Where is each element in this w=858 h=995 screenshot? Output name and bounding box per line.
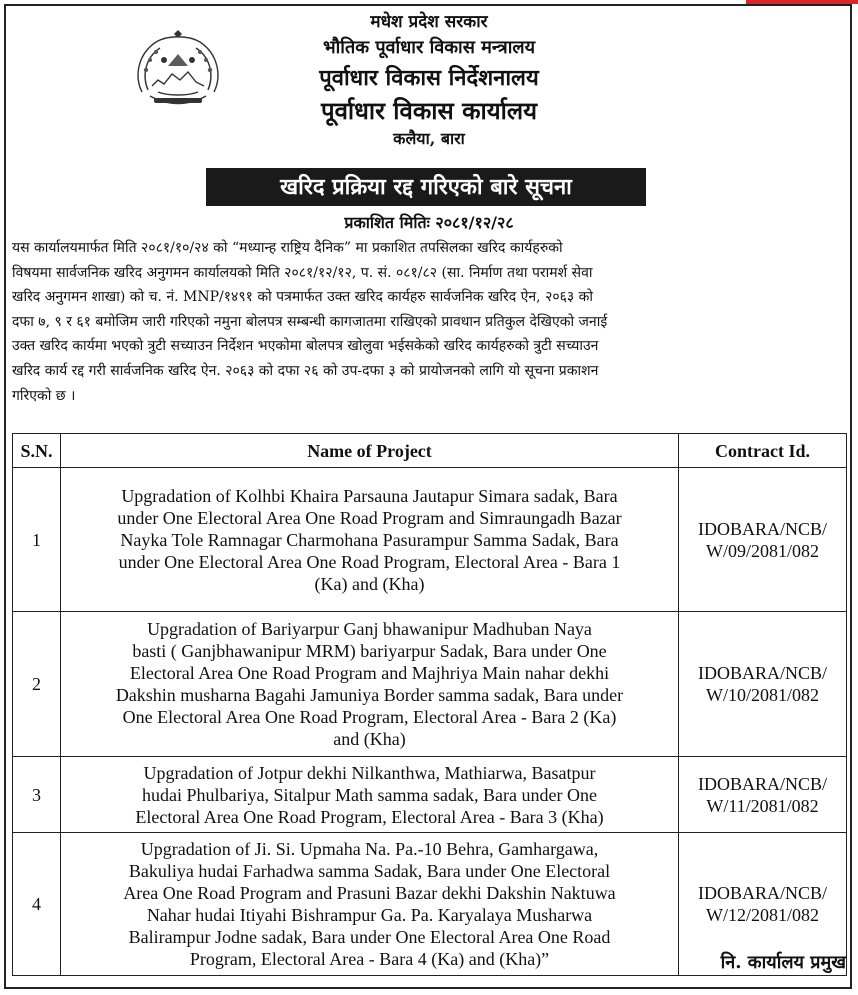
notice-title: खरिद प्रक्रिया रद्द गरिएको बारे सूचना (206, 168, 646, 206)
row-contract-id (679, 468, 847, 612)
header-project-name: Name of Project (61, 434, 679, 468)
project-line: Upgradation of Bariyarpur Ganj bhawanipur Madhuban Naya (147, 619, 592, 639)
project-line: basti ( Ganjbhawanipur MRM) bariyarpur Sadak, Bara under One (132, 641, 607, 661)
row-contract-id (679, 612, 847, 757)
row-sn: 1 (13, 468, 61, 612)
table-header-row (13, 434, 847, 468)
table-row (13, 612, 847, 757)
project-line: and (Kha) (333, 729, 406, 749)
table-row (13, 757, 847, 833)
table-row (13, 468, 847, 612)
row-sn: 4 (13, 833, 61, 976)
contract-line: W/10/2081/082 (706, 685, 819, 705)
row-project-name (61, 757, 679, 833)
contract-line: IDOBARA/NCB/ (697, 518, 827, 539)
project-line: Electoral Area One Road Program and Majhriya Main nahar dekhi (129, 663, 610, 683)
project-line: Electoral Area One Road Program, Electoral Area - Bara 3 (Kha) (135, 806, 604, 827)
project-line: Nayka Tole Ramnagar Charmohana Pasurampur Samma Sadak, Bara (120, 529, 619, 550)
project-line: under One Electoral Area One Road Program, Electoral Area - Bara 1 (118, 551, 621, 572)
row-project-name (61, 612, 679, 757)
notice-line: विषयमा सार्वजनिक खरिद अनुगमन कार्यालयको मिति २०८१/१२/१२, प. सं. ०८१/८२ (सा. निर्माण तथा परामर्श सेवा (12, 264, 593, 281)
project-line: Bakuliya hudai Farhadwa samma Sadak, Bara under One Electoral (128, 861, 611, 881)
notice-line: यस कार्यालयमार्फत मिति २०८१/१०/२४ को “मध्यान्ह राष्ट्रिय दैनिक” मा प्रकाशित तपसिलका खरिद कार्यहरुको (12, 240, 563, 256)
published-date: प्रकाशित मितिः २०८१/१२/२८ (344, 213, 514, 232)
header-directorate: पूर्वाधार विकास निर्देशनालय (319, 65, 539, 91)
contract-line: W/11/2081/082 (706, 795, 819, 816)
office-header (0, 10, 858, 150)
notice-line: दफा ७, ९ र ६१ बमोजिम जारी गरिएको नमुना बोलपत्र सम्बन्धी कागजातमा राखिएको प्रावधान प्रतिकुल देखिएको जनाई (12, 313, 608, 330)
notice-body (12, 236, 846, 408)
notice-line: खरिद कार्य रद्द गरी सार्वजनिक खरिद ऐन. २०६३ को दफा २६ को उप-दफा ३ को प्रायोजनको लागि यो सूचना प्रकाशन (12, 362, 599, 379)
contract-line: IDOBARA/NCB/ (697, 663, 827, 683)
row-project-name (61, 833, 679, 976)
project-line: (Ka) and (Kha) (314, 573, 425, 594)
row-contract-id (679, 757, 847, 833)
signature-block: नि. कार्यालय प्रमुख (720, 952, 846, 973)
header-office: पूर्वाधार विकास कार्यालय (320, 96, 538, 125)
notice-line: गरिएको छ । (12, 387, 76, 404)
project-line: Balirampur Jodne sadak, Bara under One Electoral Area One Road (128, 927, 611, 947)
project-line: hudai Phulbariya, Sitalpur Math samma sadak, Bara under One (142, 784, 597, 805)
project-line: Upgradation of Kolhbi Khaira Parsauna Jautapur Simara sadak, Bara (121, 485, 618, 506)
contract-line: IDOBARA/NCB/ (697, 773, 827, 794)
notice-line: खरिद अनुगमन शाखा) को च. नं. MNP/१४९१ को पत्रमार्फत उक्त खरिद कार्यहरु सार्वजनिक खरिद ऐन, २०६३ को (12, 289, 594, 306)
contract-line: W/09/2081/082 (706, 540, 819, 561)
notice-line: उक्त खरिद कार्यमा भएको त्रुटी सच्याउन निर्देशन भएकोमा बोलपत्र खोलुवा भईसकेको खरिद कार्यहरुको त्रुटी सच्याउन (12, 338, 599, 355)
header-sn: S.N. (13, 434, 61, 468)
project-line: under One Electoral Area One Road Program and Simraungadh Bazar (117, 507, 622, 528)
project-line: Upgradation of Ji. Si. Upmaha Na. Pa.-10 Behra, Gamhargawa, (140, 839, 599, 859)
corner-accent (746, 0, 858, 4)
projects-table (12, 433, 847, 976)
header-location: कलैया, बारा (393, 129, 465, 148)
contract-line: IDOBARA/NCB/ (697, 883, 827, 903)
header-province: मधेश प्रदेश सरकार (370, 12, 488, 32)
row-sn: 3 (13, 757, 61, 833)
project-line: Dakshin musharna Bagahi Jamuniya Border samma sadak, Bara under (115, 685, 624, 705)
contract-line: W/12/2081/082 (706, 905, 819, 925)
project-line: Nahar hudai Itiyahi Bishrampur Ga. Pa. Karyalaya Musharwa (146, 905, 593, 925)
header-ministry: भौतिक पूर्वाधार विकास मन्त्रालय (322, 37, 536, 58)
row-sn: 2 (13, 612, 61, 757)
row-project-name (61, 468, 679, 612)
project-line: One Electoral Area One Road Program, Electoral Area - Bara 2 (Ka) (122, 707, 617, 727)
project-line: Upgradation of Jotpur dekhi Nilkanthwa, Mathiarwa, Basatpur (143, 762, 596, 783)
project-line: Program, Electoral Area - Bara 4 (Ka) and (Kha)” (189, 949, 550, 969)
header-contract-id: Contract Id. (679, 434, 847, 468)
project-line: Area One Road Program and Prasuni Bazar dekhi Dakshin Naktuwa (123, 883, 616, 903)
